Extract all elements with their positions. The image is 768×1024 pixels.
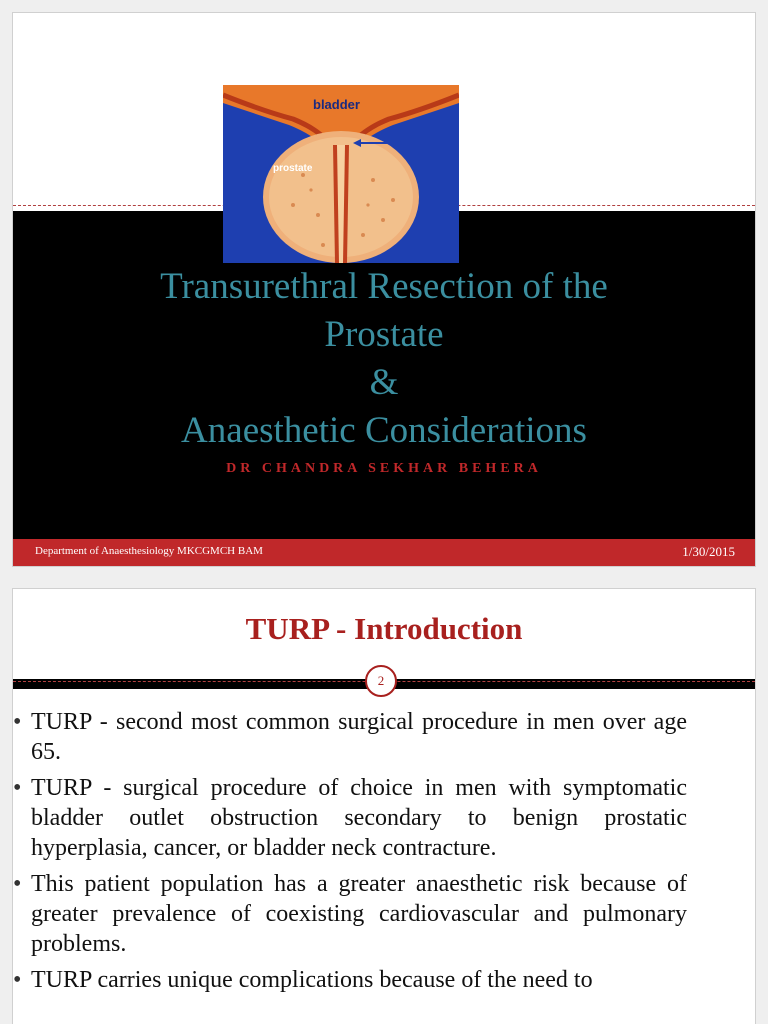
bullet-icon: • — [13, 871, 22, 897]
bullet-list — [13, 707, 687, 1001]
prostate-label: prostate — [273, 163, 313, 174]
prostate-anatomy-image — [223, 85, 459, 263]
footer-department: Department of Anaesthesiology MKCGMCH BAM — [35, 545, 263, 557]
slide-footer — [13, 539, 755, 566]
bullet-icon: • — [13, 709, 22, 735]
list-item — [13, 773, 687, 863]
title-line: & — [369, 362, 399, 403]
bullet-icon: • — [13, 775, 22, 801]
intro-slide — [12, 588, 756, 1024]
list-item — [13, 869, 687, 959]
bladder-label: bladder — [313, 97, 360, 112]
title-line: Anaesthetic Considerations — [181, 410, 587, 451]
slide-number-badge: 2 — [365, 665, 397, 697]
bullet-icon: • — [13, 967, 22, 993]
author-name: DR CHANDRA SEKHAR BEHERA — [226, 461, 542, 476]
title-line: Transurethral Resection of the — [160, 266, 608, 307]
title-line: Prostate — [324, 314, 444, 355]
bullet-text: TURP - surgical procedure of choice in men with symptomatic bladder outlet obstruction secondary to benign prostatic hyperplasia, cancer, or bladder neck contracture. — [31, 775, 687, 861]
bullet-text: TURP carries unique complications because of the need to — [31, 967, 593, 993]
bullet-text: This patient population has a greater anaesthetic risk because of greater prevalence of coexisting cardiovascular and pulmonary problems. — [31, 871, 687, 957]
slide-body — [13, 689, 755, 1024]
bullet-text: TURP - second most common surgical procedure in men over age 65. — [31, 709, 687, 765]
footer-date: 1/30/2015 — [682, 544, 735, 559]
title-slide — [12, 12, 756, 567]
slide-title: TURP - Introduction — [245, 611, 523, 646]
presentation-title — [13, 263, 755, 455]
list-item — [13, 965, 687, 995]
list-item — [13, 707, 687, 767]
